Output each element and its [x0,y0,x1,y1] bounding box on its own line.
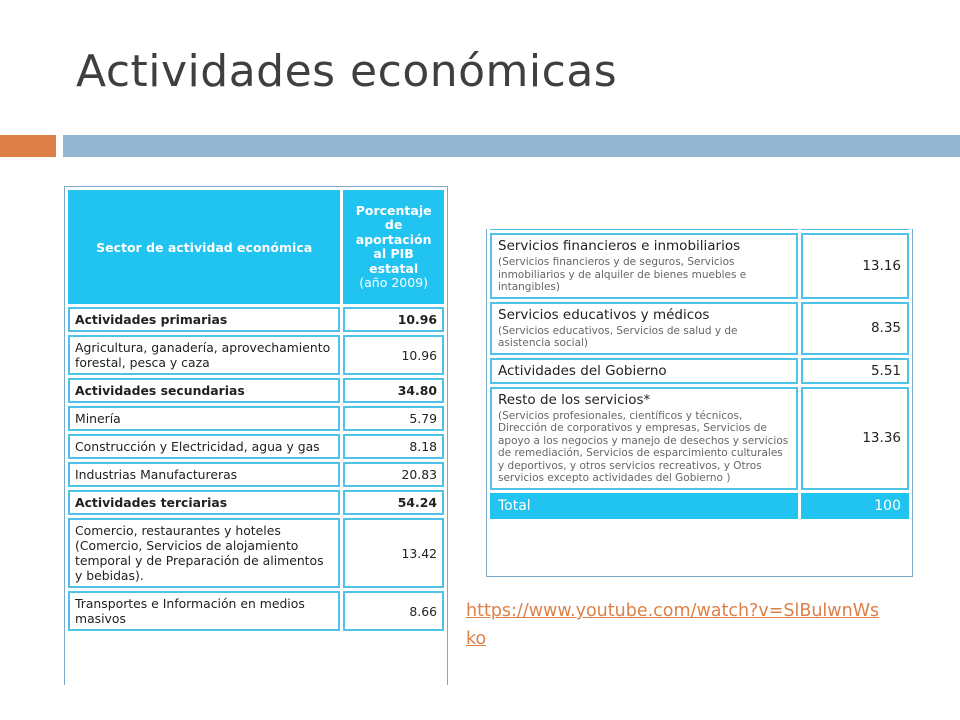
table-row [68,490,444,515]
row-label: Actividades primarias [68,307,340,332]
services-table [487,229,912,522]
table-row [490,233,909,299]
row-label: Transportes e Información en medios masivos [68,591,340,631]
row-value: 10.96 [343,335,444,375]
row-label: Servicios financieros e inmobiliarios [498,238,741,254]
header-sector: Sector de actividad económica [68,190,340,304]
slide-title: Actividades económicas [76,46,618,97]
table-row [68,378,444,403]
stub-cell [801,229,909,230]
row-label: Actividades secundarias [68,378,340,403]
row-value: 54.24 [343,490,444,515]
row-value: 10.96 [343,307,444,332]
total-label: Total [490,493,798,519]
table-row [68,462,444,487]
row-value: 5.51 [801,358,909,384]
sector-table [65,187,447,634]
accent-bar-blue [63,135,960,157]
table-top-stub [490,229,909,230]
table-row [68,406,444,431]
row-value: 8.18 [343,434,444,459]
row-sublabel: (Servicios profesionales, científicos y técnicos, Dirección de corporativos y empresas, Servicios de apoyo a los negocios y manejo de desechos y servicios de remediación, Servicios de esparcimiento culturales y deportivos, y otros servicios recreativos, y Otros servicios excepto actividades del Gobierno ) [498,409,789,484]
row-label: Construcción y Electricidad, agua y gas [68,434,340,459]
row-sublabel: (Servicios educativos, Servicios de salud y de asistencia social) [498,324,738,349]
stub-cell [490,229,798,230]
table-row [68,518,444,588]
youtube-link[interactable] [466,597,936,653]
row-value: 20.83 [343,462,444,487]
table-row [68,591,444,631]
row-value: 13.42 [343,518,444,588]
table-row [490,302,909,355]
table-row [68,335,444,375]
total-value: 100 [801,493,909,519]
row-value: 34.80 [343,378,444,403]
row-value: 13.16 [801,233,909,299]
row-label: Agricultura, ganadería, aprovechamiento forestal, pesca y caza [68,335,340,375]
row-value: 8.66 [343,591,444,631]
left-table-image [64,186,448,685]
accent-bar-orange [0,135,56,157]
total-row [490,493,909,519]
table-row [68,434,444,459]
row-label: Actividades del Gobierno [498,362,667,379]
row-label-cell [490,358,798,384]
row-label: Comercio, restaurantes y hoteles (Comercio, Servicios de alojamiento temporal y de Preparación de alimentos y bebidas). [68,518,340,588]
table-row [68,307,444,332]
row-label: Actividades terciarias [68,490,340,515]
header-pct-label: Porcentaje de aportación al PIB estatal [355,202,432,276]
row-value: 8.35 [801,302,909,355]
row-label: Minería [68,406,340,431]
table-row [490,387,909,490]
row-label: Resto de los servicios* [498,391,651,408]
header-percentage [343,190,444,304]
row-label-cell [490,302,798,355]
right-table-image [486,229,913,577]
row-sublabel: (Servicios financieros y de seguros, Servicios inmobiliarios y de alquiler de bienes muebles e intangibles) [498,256,747,293]
row-label-cell [490,387,798,490]
row-value: 5.79 [343,406,444,431]
link-text-line1: https://www.youtube.com/watch?v=SlBulwnWs [466,601,880,621]
header-year: (año 2009) [359,275,429,290]
table-row [490,358,909,384]
row-label-cell [490,233,798,299]
row-label: Servicios educativos y médicos [498,306,710,323]
link-text-line2: ko [466,629,487,649]
row-label: Industrias Manufactureras [68,462,340,487]
table-header-row [68,190,444,304]
row-value: 13.36 [801,387,909,490]
